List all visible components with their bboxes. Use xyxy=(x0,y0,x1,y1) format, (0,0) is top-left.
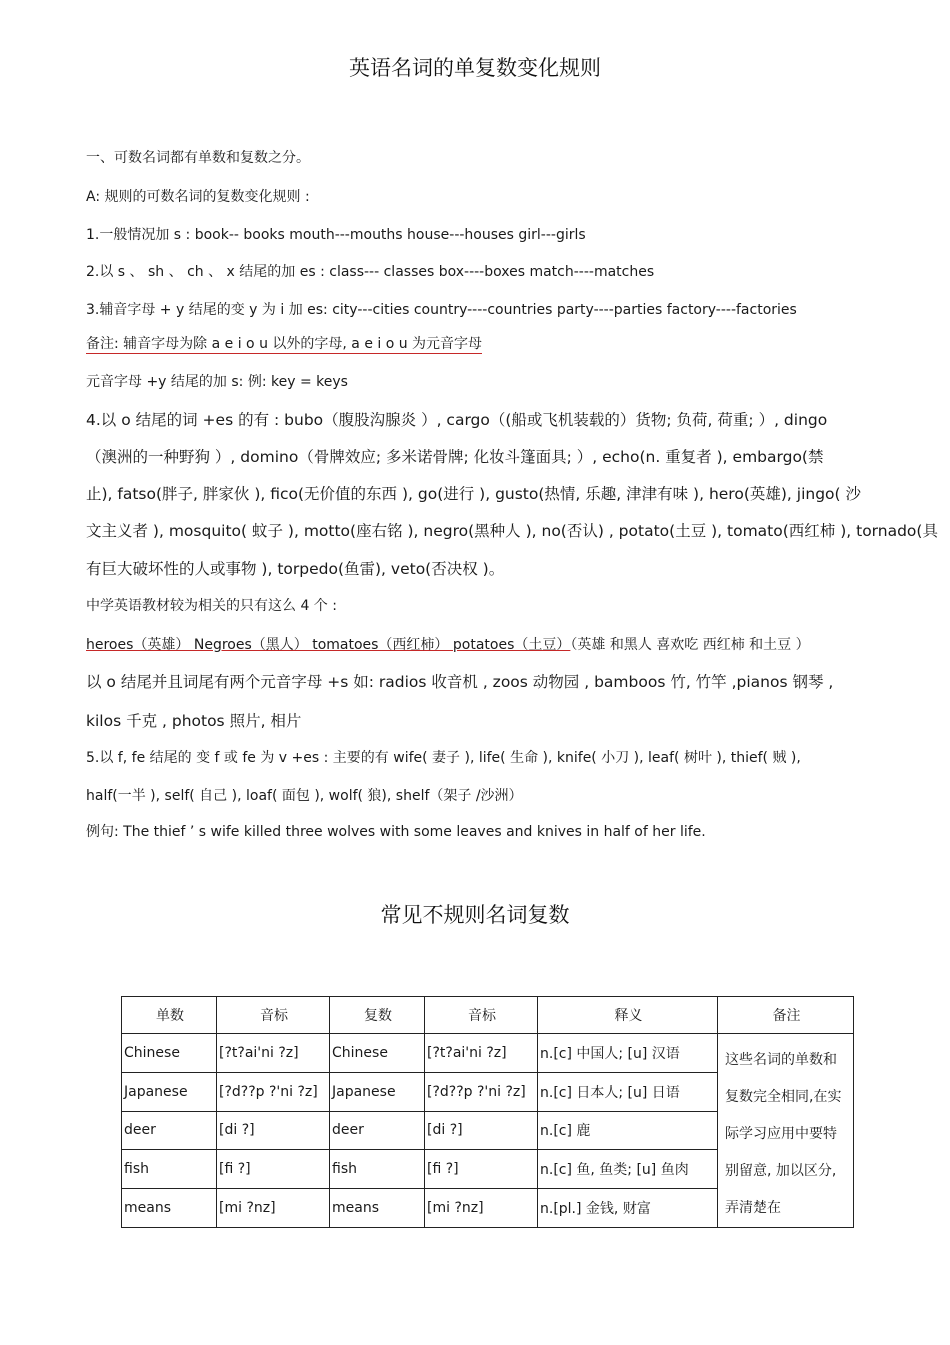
rule-2: 2.以 s 、 sh 、 ch 、 x 结尾的加 es : class--- classes box----boxes match----matches xyxy=(86,264,655,280)
cell-phonetic-plural: [mi ?nz] xyxy=(425,1189,538,1228)
rule-5-line-1: 5.以 f, fe 结尾的 变 f 或 fe 为 v +es : 主要的有 wife( 妻子 ), life( 生命 ), knife( 小刀 ), leaf( 树叶 ), thief( 贼 ), xyxy=(86,750,801,766)
cell-phonetic: [?d??p ?'ni ?z] xyxy=(217,1072,330,1111)
cell-plural: Chinese xyxy=(330,1034,425,1073)
table-row xyxy=(122,1034,854,1073)
cell-remark: 这些名词的单数和复数完全相同,在实际学习应用中要特别留意, 加以区分, 弄清楚在 xyxy=(718,1034,854,1228)
col-header-phonetic: 音标 xyxy=(217,997,330,1034)
cell-phonetic: [di ?] xyxy=(217,1111,330,1150)
cell-phonetic: [?t?ai'ni ?z] xyxy=(217,1034,330,1073)
textbook-mnemonic: （英雄 和黑人 喜欢吃 西红柿 和土豆 ） xyxy=(570,637,810,653)
rule-1: 1.一般情况加 s : book-- books mouth---mouths house---houses girl---girls xyxy=(86,227,586,243)
cell-plural: Japanese xyxy=(330,1072,425,1111)
rule-3: 3.辅音字母 + y 结尾的变 y 为 i 加 es: city---cities country----countries party----parties factory----factories xyxy=(86,302,797,318)
cell-phonetic-plural: [?d??p ?'ni ?z] xyxy=(425,1072,538,1111)
cell-phonetic: [fi ?] xyxy=(217,1150,330,1189)
textbook-note: 中学英语教材较为相关的只有这么 4 个 : xyxy=(86,598,337,614)
rule-heading: A: 规则的可数名词的复数变化规则 : xyxy=(86,189,310,205)
rule-4-line-3: 止), fatso(胖子, 胖家伙 ), fico(无价值的东西 ), go(进行 ), gusto(热情, 乐趣, 津津有味 ), hero(英雄), jingo( 沙 xyxy=(86,485,862,503)
cell-plural: deer xyxy=(330,1111,425,1150)
irregular-nouns-table xyxy=(121,996,854,1228)
section-title-irregular: 常见不规则名词复数 xyxy=(380,903,570,927)
col-header-singular: 单数 xyxy=(122,997,217,1034)
rule-4-line-2: （澳洲的一种野狗 ）, domino（骨牌效应; 多米诺骨牌; 化妆斗篷面具; ）, echo(n. 重复者 ), embargo(禁 xyxy=(86,448,824,466)
cell-meaning: n.[c] 鹿 xyxy=(538,1111,718,1150)
cell-singular: Chinese xyxy=(122,1034,217,1073)
cell-phonetic-plural: [di ?] xyxy=(425,1111,538,1150)
col-header-phonetic-plural: 音标 xyxy=(425,997,538,1034)
cell-meaning: n.[c] 鱼, 鱼类; [u] 鱼肉 xyxy=(538,1150,718,1189)
textbook-words-list: heroes（英雄） Negroes（黑人） tomatoes（西红柿） potatoes（土豆） xyxy=(86,637,571,653)
rule-4-line-5: 有巨大破坏性的人或事物 ), torpedo(鱼雷), veto(否决权 )。 xyxy=(86,560,505,578)
cell-plural: means xyxy=(330,1189,425,1228)
note-consonant-text: 备注: 辅音字母为除 a e i o u 以外的字母, a e i o u 为元音字母 xyxy=(86,336,483,352)
cell-meaning: n.[c] 中国人; [u] 汉语 xyxy=(538,1034,718,1073)
cell-meaning: n.[pl.] 金钱, 财富 xyxy=(538,1189,718,1228)
col-header-plural: 复数 xyxy=(330,997,425,1034)
double-vowel-rule-cont: kilos 千克 , photos 照片, 相片 xyxy=(86,712,302,730)
cell-plural: fish xyxy=(330,1150,425,1189)
cell-singular: fish xyxy=(122,1150,217,1189)
vowel-rule: 元音字母 +y 结尾的加 s: 例: key = keys xyxy=(86,374,348,390)
cell-singular: means xyxy=(122,1189,217,1228)
cell-meaning: n.[c] 日本人; [u] 日语 xyxy=(538,1072,718,1111)
section-heading: 一、可数名词都有单数和复数之分。 xyxy=(86,150,310,166)
rule-5-line-2: half(一半 ), self( 自己 ), loaf( 面包 ), wolf( 狼), shelf（架子 /沙洲） xyxy=(86,788,523,804)
table-header-row xyxy=(122,997,854,1034)
page-title: 英语名词的单复数变化规则 xyxy=(349,56,601,80)
cell-phonetic: [mi ?nz] xyxy=(217,1189,330,1228)
double-vowel-rule: 以 o 结尾并且词尾有两个元音字母 +s 如: radios 收音机 , zoos 动物园 , bamboos 竹, 竹竿 ,pianos 钢琴 , xyxy=(86,673,834,691)
rule-4-line-4: 文主义者 ), mosquito( 蚊子 ), motto(座右铭 ), negro(黑种人 ), no(否认) , potato(土豆 ), tomato(西红柿 ), tornado(具 xyxy=(86,522,938,540)
rule-4-line-1: 4.以 o 结尾的词 +es 的有 : bubo（腹股沟腺炎 ）, cargo（(船或飞机装载的）货物; 负荷, 荷重; ）, dingo xyxy=(86,411,828,429)
cell-phonetic-plural: [fi ?] xyxy=(425,1150,538,1189)
cell-phonetic-plural: [?t?ai'ni ?z] xyxy=(425,1034,538,1073)
note-consonant xyxy=(86,335,482,353)
example-sentence: 例句: The thief ’ s wife killed three wolves with some leaves and knives in half of her life. xyxy=(86,824,706,840)
col-header-meaning: 释义 xyxy=(538,997,718,1034)
cell-singular: deer xyxy=(122,1111,217,1150)
cell-singular: Japanese xyxy=(122,1072,217,1111)
col-header-remark: 备注 xyxy=(718,997,854,1034)
textbook-words xyxy=(86,636,810,654)
